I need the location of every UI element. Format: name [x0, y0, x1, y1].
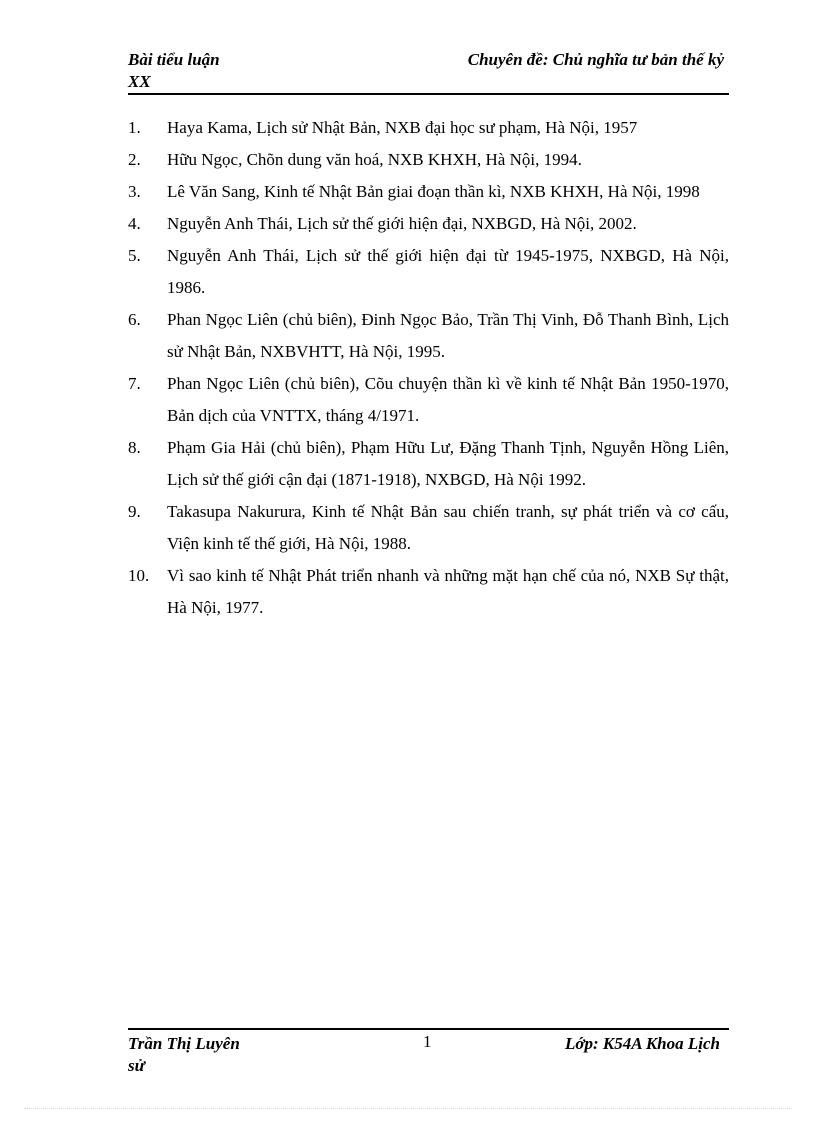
header-rule — [128, 93, 729, 95]
reference-item — [128, 560, 729, 624]
reference-text: Nguyễn Anh Thái, Lịch sử thế giới hiện đại từ 1945-1975, NXBGD, Hà Nội, 1986. — [167, 246, 729, 297]
footer-left-line2: sử — [128, 1056, 145, 1075]
header-left-line1: Bài tiểu luận — [128, 50, 220, 69]
reference-item — [128, 208, 729, 240]
footer-rule — [128, 1028, 729, 1030]
reference-text: Nguyễn Anh Thái, Lịch sử thế giới hiện đại, NXBGD, Hà Nội, 2002. — [167, 214, 637, 233]
reference-number: 1. — [128, 118, 141, 137]
reference-number: 7. — [128, 374, 141, 393]
reference-item — [128, 144, 729, 176]
reference-number: 4. — [128, 214, 141, 233]
reference-number: 3. — [128, 182, 141, 201]
reference-number: 2. — [128, 150, 141, 169]
reference-text: Haya Kama, Lịch sử Nhật Bản, NXB đại học sư phạm, Hà Nội, 1957 — [167, 118, 638, 137]
reference-text: Phan Ngọc Liên (chủ biên), Đinh Ngọc Bảo, Trần Thị Vinh, Đỗ Thanh Bình, Lịch sử Nhật Bản, NXBVHTT, Hà Nội, 1995. — [167, 310, 729, 361]
reference-item — [128, 176, 729, 208]
reference-item — [128, 368, 729, 432]
reference-number: 8. — [128, 438, 141, 457]
page-bottom-dotted-border — [24, 1108, 792, 1109]
footer-left-line1: Trần Thị Luyên — [128, 1034, 240, 1053]
page-number: 1 — [423, 1032, 432, 1051]
reference-text: Hữu Ngọc, Chõn dung văn hoá, NXB KHXH, Hà Nội, 1994. — [167, 150, 582, 169]
reference-number: 10. — [128, 566, 150, 585]
reference-item — [128, 304, 729, 368]
header-right: Chuyên đề: Chủ nghĩa tư bản thế kỷ — [467, 50, 724, 69]
reference-number: 6. — [128, 310, 141, 329]
reference-item — [128, 432, 729, 496]
reference-number: 5. — [128, 246, 141, 265]
reference-list — [128, 112, 729, 624]
reference-text: Phạm Gia Hải (chủ biên), Phạm Hữu Lư, Đặng Thanh Tịnh, Nguyễn Hồng Liên, Lịch sử thế giới cận đại (1871-1918), NXBGD, Hà Nội 1992. — [167, 438, 729, 489]
reference-text: Takasupa Nakurura, Kinh tế Nhật Bản sau chiến tranh, sự phát triển và cơ cấu, Viện kinh tế thế giới, Hà Nội, 1988. — [167, 502, 729, 553]
reference-text: Phan Ngọc Liên (chủ biên), Cõu chuyện thần kì về kinh tế Nhật Bản 1950-1970, Bản dịch của VNTTX, tháng 4/1971. — [167, 374, 729, 425]
reference-item — [128, 496, 729, 560]
reference-number: 9. — [128, 502, 141, 521]
reference-text: Vì sao kinh tế Nhật Phát triển nhanh và những mặt hạn chế của nó, NXB Sự thật, Hà Nội, 1977. — [167, 566, 729, 617]
reference-text: Lê Văn Sang, Kinh tế Nhật Bản giai đoạn thần kì, NXB KHXH, Hà Nội, 1998 — [167, 182, 700, 201]
reference-item — [128, 112, 729, 144]
header-left-line2: XX — [128, 72, 151, 91]
footer-left — [128, 1033, 240, 1077]
reference-item — [128, 240, 729, 304]
header-left — [128, 49, 220, 93]
footer-right: Lớp: K54A Khoa Lịch — [564, 1034, 720, 1053]
